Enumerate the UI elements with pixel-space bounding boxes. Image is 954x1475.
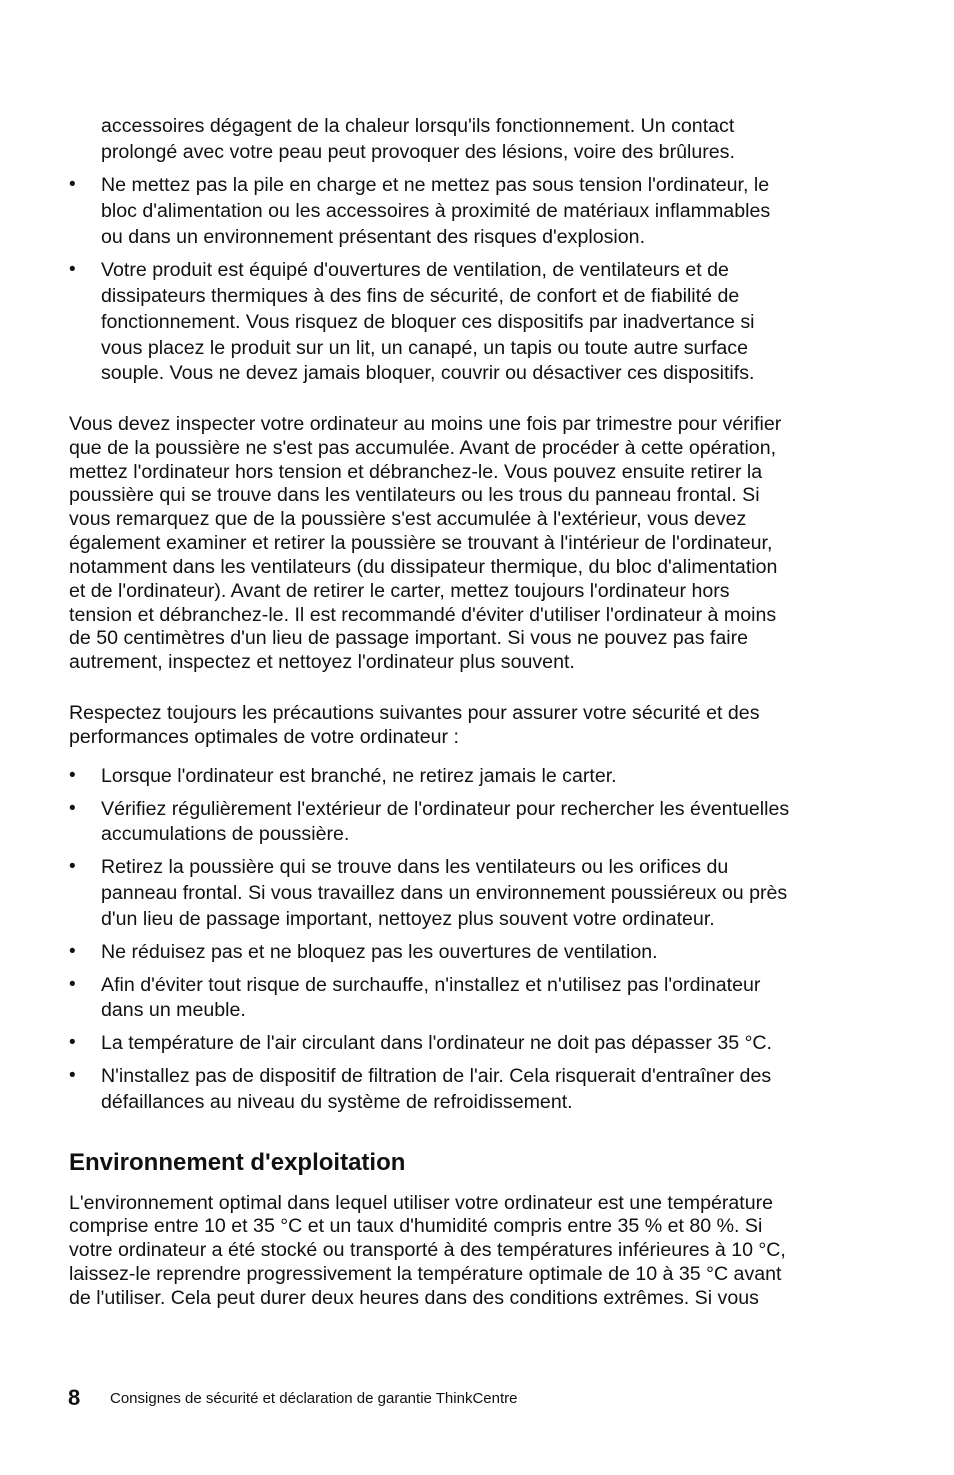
bullet-marker: •: [69, 856, 76, 877]
text-line: et de l'ordinateur). Avant de retirer le carter, mettez toujours l'ordinateur hors: [69, 580, 730, 602]
section-heading: Environnement d'exploitation: [69, 1149, 406, 1176]
footer-title: Consignes de sécurité et déclaration de garantie ThinkCentre: [110, 1390, 518, 1407]
text-line: votre ordinateur a été stocké ou transporté à des températures inférieures à 10 °C,: [69, 1239, 786, 1261]
text-line: Votre produit est équipé d'ouvertures de ventilation, de ventilateurs et de: [101, 259, 729, 281]
text-line: tension et débranchez-le. Il est recommandé d'éviter d'utiliser l'ordinateur à moins: [69, 604, 777, 626]
text-line: Retirez la poussière qui se trouve dans les ventilateurs ou les orifices du: [101, 856, 729, 878]
text-line: ou dans un environnement présentant des risques d'explosion.: [101, 226, 646, 248]
text-line: Respectez toujours les précautions suivantes pour assurer votre sécurité et des: [69, 702, 760, 724]
text-line: souple. Vous ne devez jamais bloquer, couvrir ou désactiver ces dispositifs.: [101, 362, 755, 384]
bullet-marker: •: [69, 1032, 76, 1053]
page-number: 8: [68, 1385, 81, 1410]
text-line: vous remarquez que de la poussière s'est accumulée à l'extérieur, vous devez: [69, 508, 747, 530]
text-line: dans un meuble.: [101, 999, 246, 1021]
text-line: prolongé avec votre peau peut provoquer des lésions, voire des brûlures.: [101, 141, 735, 163]
text-line: laissez-le reprendre progressivement la température optimale de 10 à 35 °C avant: [69, 1263, 782, 1285]
bullet-marker: •: [69, 1065, 76, 1086]
text-line: Vérifiez régulièrement l'extérieur de l'ordinateur pour rechercher les éventuelles: [101, 798, 790, 820]
text-line: bloc d'alimentation ou les accessoires à proximité de matériaux inflammables: [101, 200, 771, 222]
text-line: Ne réduisez pas et ne bloquez pas les ouvertures de ventilation.: [101, 941, 658, 963]
text-line: N'installez pas de dispositif de filtration de l'air. Cela risquerait d'entraîner des: [101, 1065, 772, 1087]
text-line: Ne mettez pas la pile en charge et ne mettez pas sous tension l'ordinateur, le: [101, 174, 770, 196]
text-line: fonctionnement. Vous risquez de bloquer ces dispositifs par inadvertance si: [101, 311, 755, 333]
text-line: autrement, inspectez et nettoyez l'ordinateur plus souvent.: [69, 651, 575, 673]
text-line: de 50 centimètres d'un lieu de passage important. Si vous ne pouvez pas faire: [69, 627, 749, 649]
bullet-marker: •: [69, 174, 76, 195]
text-line: performances optimales de votre ordinateur :: [69, 726, 459, 748]
text-line: poussière qui se trouve dans les ventilateurs ou les trous du panneau frontal. Si: [69, 484, 760, 506]
bullet-marker: •: [69, 974, 76, 995]
text-line: de l'utiliser. Cela peut durer deux heures dans des conditions extrêmes. Si vous: [69, 1287, 759, 1309]
text-line: que de la poussière ne s'est pas accumulée. Avant de procéder à cette opération,: [69, 437, 777, 459]
bullet-marker: •: [69, 798, 76, 819]
bullet-marker: •: [69, 259, 76, 280]
text-line: panneau frontal. Si vous travaillez dans un environnement poussiéreux ou près: [101, 882, 788, 904]
text-line: accessoires dégagent de la chaleur lorsqu'ils fonctionnement. Un contact: [101, 115, 735, 137]
text-line: L'environnement optimal dans lequel utiliser votre ordinateur est une température: [69, 1192, 774, 1214]
bullet-marker: •: [69, 765, 76, 786]
text-line: comprise entre 10 et 35 °C et un taux d'humidité compris entre 35 % et 80 %. Si: [69, 1215, 763, 1237]
text-line: d'un lieu de passage important, nettoyez plus souvent votre ordinateur.: [101, 908, 715, 930]
text-line: vous placez le produit sur un lit, un canapé, un tapis ou toute autre surface: [101, 337, 748, 359]
text-line: mettez l'ordinateur hors tension et débranchez-le. Vous pouvez ensuite retirer la: [69, 461, 763, 483]
text-line: Afin d'éviter tout risque de surchauffe, n'installez et n'utilisez pas l'ordinateur: [101, 974, 761, 996]
text-line: accumulations de poussière.: [101, 823, 350, 845]
bullet-marker: •: [69, 941, 76, 962]
text-line: dissipateurs thermiques à des fins de sécurité, de confort et de fiabilité de: [101, 285, 740, 307]
text-line: Lorsque l'ordinateur est branché, ne retirez jamais le carter.: [101, 765, 617, 787]
text-line: Vous devez inspecter votre ordinateur au moins une fois par trimestre pour vérifier: [69, 413, 782, 435]
text-line: La température de l'air circulant dans l'ordinateur ne doit pas dépasser 35 °C.: [101, 1032, 772, 1054]
text-line: également examiner et retirer la poussière se trouvant à l'intérieur de l'ordinateur,: [69, 532, 773, 554]
text-line: notamment dans les ventilateurs (du dissipateur thermique, du bloc d'alimentation: [69, 556, 778, 578]
text-line: défaillances au niveau du système de refroidissement.: [101, 1091, 573, 1113]
